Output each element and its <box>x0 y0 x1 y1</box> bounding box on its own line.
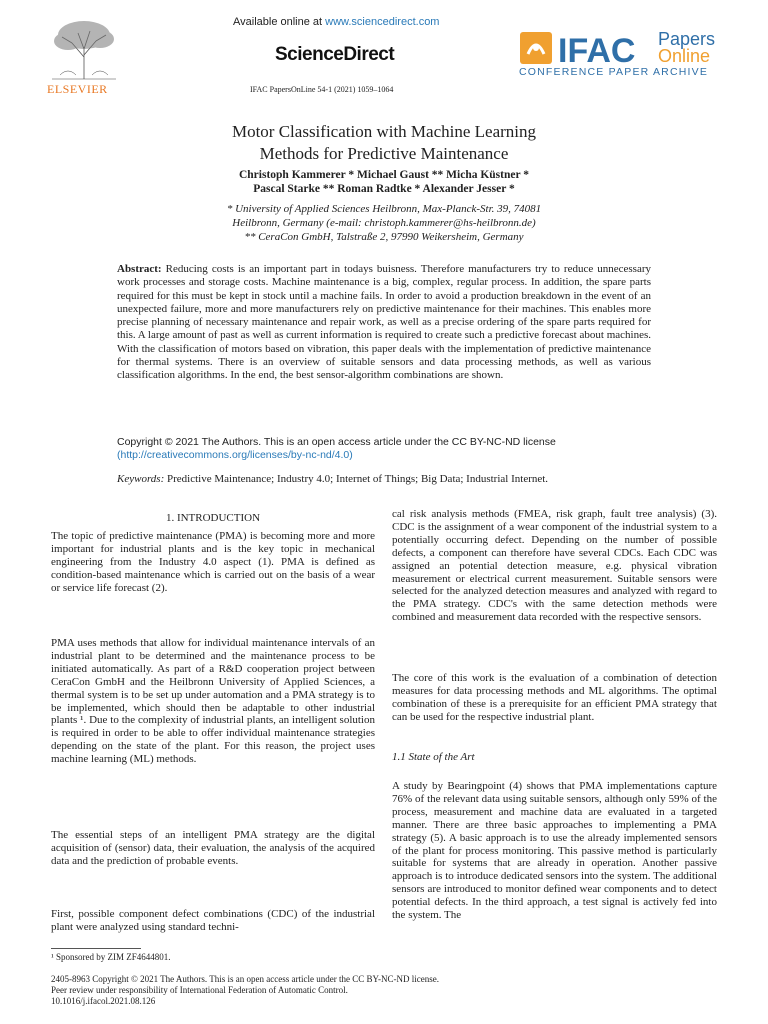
subsection-heading-state-of-art: 1.1 State of the Art <box>392 751 475 763</box>
title-line-1: Motor Classification with Machine Learning <box>231 122 537 141</box>
sciencedirect-url-link[interactable]: www.sciencedirect.com <box>325 16 440 28</box>
conference-archive-label: CONFERENCE PAPER ARCHIVE <box>519 66 709 78</box>
ifac-papers-word: Papers <box>658 29 716 49</box>
affiliation-line-1: * University of Applied Sciences Heilbronn, Max-Planck-Str. 39, 74081 <box>226 203 542 215</box>
ifac-word: IFAC <box>558 32 636 70</box>
intro-paragraph-1: The topic of predictive maintenance (PMA) is becoming more and more important for industrial plants and is the key topic in mechanical engineering from the Industry 4.0 aspect (1). PMA is defined as condition-based maintenance which is carried out on the basis of a wear or service life forecast (2). <box>51 530 375 594</box>
author-list <box>0 168 768 196</box>
ifac-online-word: Online <box>658 46 711 66</box>
affiliation-line-2: Heilbronn, Germany (e-mail: christoph.kammerer@hs-heilbronn.de) <box>232 217 536 229</box>
authors-line-2: Pascal Starke ** Roman Radtke * Alexander Jesser * <box>253 183 515 195</box>
paper-title <box>0 121 768 165</box>
intro-paragraph-4: First, possible component defect combinations (CDC) of the industrial plant were analyzed using standard techni- <box>51 908 375 933</box>
license-link[interactable]: (http://creativecommons.org/licenses/by-nc-nd/4.0) <box>117 449 353 461</box>
section-heading-introduction: 1. INTRODUCTION <box>165 512 261 524</box>
copyright-notice <box>117 436 651 462</box>
right-paragraph-3: A study by Bearingpoint (4) shows that PMA implementations capture 76% of the relevant data using suitable sensors, although only 59% of the process, measurement and machine data are evaluated in a targeted manner. There are three basic approaches to implementing a PMA strategy (5). A basic approach is to use the already implemented sensors of the plant for process monitoring. This passive method is particularly suitable for systems that are already in operation. Another passive approach is to introduce dedicated sensors into the system. The additional sensors are introduced to monitor defined wear components and to detect potential defects. In the third approach, a test signal is actively fed into the system. The <box>392 780 717 922</box>
footer-line-2: Peer review under responsibility of International Federation of Automatic Control. <box>51 985 348 995</box>
elsevier-tree-logo <box>48 17 120 81</box>
available-online-prefix: Available online at <box>233 16 326 28</box>
authors-line-1: Christoph Kammerer * Michael Gaust ** Micha Küstner * <box>238 169 530 181</box>
page-footer <box>51 974 719 1007</box>
copyright-line: Copyright © 2021 The Authors. This is an open access article under the CC BY-NC-ND license <box>117 436 556 448</box>
intro-paragraph-2: PMA uses methods that allow for individual maintenance intervals of an industrial plant to be determined and the maintenance process to be initiated automatically. As part of a R&D cooperation project between CeraCon GmbH and the Heilbronn University of Applied Sciences, a thermal system is to be set up under automation and a PMA strategy is to be implemented, which should then be adaptable to other industrial plants ¹. Due to the complexity of industrial plants, an intelligent solution is required in order to be able to offer individual maintenance strategies depending on the state of the plant. For this reason, the project uses machine learning (ML) methods. <box>51 637 375 766</box>
right-paragraph-1: cal risk analysis methods (FMEA, risk graph, fault tree analysis) (3). CDC is the assignment of a wear component of the industrial system to a potentially occurring defect. Depending on the number of possible defects, a component can therefore have several CDCs. Each CDC was assigned an potential detection measure, e.g. physical vibration measurement or electrical current measurement. Suitable sensors were selected for the analyzed detection measures and analyzed with regard to the PMA strategy. CDC's with the same detection methods were combined and measurement data recorded with the respective sensors. <box>392 508 717 624</box>
footnote-rule <box>51 948 141 949</box>
title-line-2: Methods for Predictive Maintenance <box>259 144 509 163</box>
available-online-text <box>233 16 439 28</box>
intro-paragraph-3: The essential steps of an intelligent PMA strategy are the digital acquisition of (sensor) data, their evaluation, the analysis of the acquired data and the prediction of probable events. <box>51 829 375 867</box>
elsevier-wordmark: ELSEVIER <box>47 82 108 96</box>
keywords-label: Keywords: <box>117 473 165 485</box>
footer-line-1: 2405-8963 Copyright © 2021 The Authors. This is an open access article under the CC BY-NC-ND license. <box>51 974 439 984</box>
footnote-sponsor: ¹ Sponsored by ZIM ZF4644801. <box>51 952 171 962</box>
abstract <box>117 263 651 383</box>
affiliations <box>0 202 768 244</box>
abstract-text: Reducing costs is an important part in todays buisness. Therefore manufacturers try to reduce unnecessary work processes and storage costs. Machine maintenance is a big, complex, regular process. In addition, the spare parts required for this must be kept in stock until a machine fails. In order to avoid a production breakdown in the event of an unexpected failure, more and more manufacturers rely on predictive maintenance for their machines. This enables more precise planning of necessary maintenance and repair work, as well as a precise ordering of the spare parts required for this. A large amount of past as well as current information is required to create such a predictive forecast about machines. With the classification of motors based on vibration, this paper deals with the implementation of predictive maintenance for thermal systems. There is an overview of suitable sensors and data processing methods, as well as various classification algorithms. In the end, the best sensor-algorithm combinations are shown. <box>117 263 651 382</box>
abstract-label: Abstract: <box>117 263 162 275</box>
affiliation-line-3: ** CeraCon GmbH, Talstraße 2, 97990 Weikersheim, Germany <box>244 231 524 243</box>
footer-doi: 10.1016/j.ifacol.2021.08.126 <box>51 996 156 1006</box>
journal-reference: IFAC PapersOnLine 54-1 (2021) 1059–1064 <box>250 85 394 94</box>
sciencedirect-wordmark: ScienceDirect <box>275 44 395 65</box>
right-paragraph-2: The core of this work is the evaluation of a combination of detection measures for data processing methods and ML algorithms. The optimal combination of these is a prerequisite for an efficient PMA strategy that can be used for the respective industrial plant. <box>392 672 717 723</box>
keywords-text: Predictive Maintenance; Industry 4.0; Internet of Things; Big Data; Industrial Internet. <box>164 473 549 485</box>
keywords <box>117 472 651 486</box>
